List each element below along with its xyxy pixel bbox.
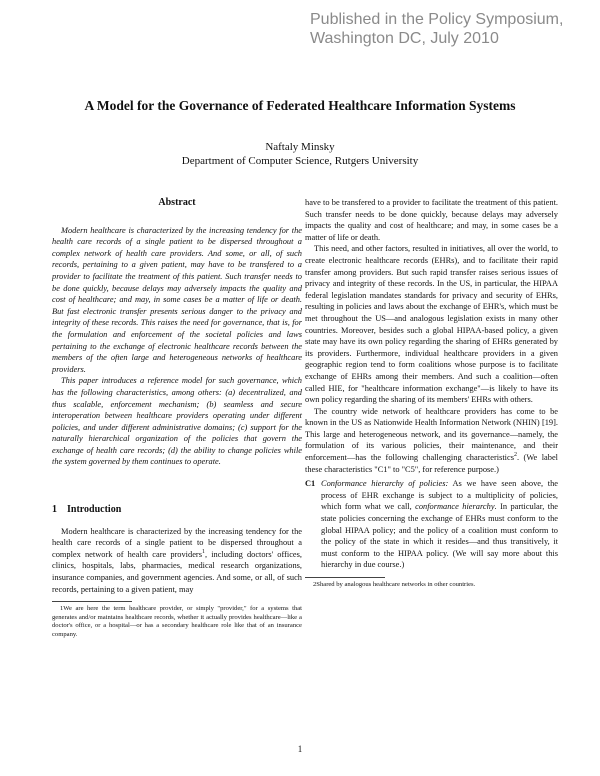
c1-text-b: . In particular, the state policies concerning the exchange of EHRs must conform to the global HIPAA policy; and the policy of a coalition must conform to the policy of the state in which it resides—and thus transitively, it must conform to the HIPAA policy. (We will say more about this hierarchy in due course.) — [321, 502, 558, 570]
abstract-heading: Abstract — [158, 197, 196, 208]
right-paragraph-2: This need, and other factors, resulted in initiatives, all over the world, to create electronic healthcare records (EHRs), and to facilitate their rapid transfer among providers. But such rapid transfer raises serious issues of privacy and integrity of these records. In the US, in particular, the HIPAA federal legislation mandates standards for privacy and security of EHRs, resulting in policies and laws about the exchange of EHR's, which must be met throughout the US—and analogous legislation exists in many other countries. Moreover, besides such a global HIPAA-based policy, a given state may have its own policy regarding the sharing of EHRs generated by its providers. Furthermore, individual healthcare providers in a given geographic region tend to form coalitions whose purpose is to facilitate exchange of EHRs among their members. And such a coalition—often called HIE, for "healthcare information exchange"—is likely to have its own policy regarding the sharing of its members' EHRs with others. — [305, 244, 558, 405]
c1-emphasis: conformance hierarchy — [415, 502, 495, 512]
author-affiliation: Department of Computer Science, Rutgers University — [181, 155, 419, 167]
footnote-mark-2: 2 — [513, 452, 517, 459]
intro-text-a: Modern healthcare is characterized by the increasing tendency for the health care records of a single patient to be dispersed throughout a complex network of health care providers — [52, 526, 302, 559]
author-block — [0, 140, 600, 168]
introduction-heading — [52, 504, 302, 516]
footnote-mark-1: 1 — [201, 549, 205, 556]
intro-text-b: , including doctors' offices, clinics, hospitals, labs, pharmacies, medical research organizations, insurance companies, and government agencies. And some, or all, of such records, pertaining to a given patient, may — [52, 549, 302, 594]
paper-title: A Model for the Governance of Federated Healthcare Information Systems — [84, 98, 516, 113]
footnote-rule-right — [305, 577, 385, 578]
right-column — [305, 197, 558, 590]
left-column — [52, 197, 302, 640]
c1-text — [321, 478, 558, 571]
right-paragraph-3 — [305, 406, 558, 476]
intro-paragraph-1 — [52, 526, 302, 596]
footnote-1: 1We are here the term healthcare provider, or simply "provider," for a systems that generates and/or maintains healthcare records, whether it actually provides healthcare—like a doctor's office, or a hospital—or has a secondary healthcare role like that of an insurance company. — [52, 605, 302, 638]
right-paragraph-1: have to be transfered to a provider to facilitate the treatment of this patient. Such transfer needs to be done quickly, because delays may adversely impacts the quality and cost of healthcare; and may, in some cases be a matter of life or death. — [305, 198, 558, 242]
characteristic-c1 — [305, 478, 558, 571]
stamp-line-1: Published in the Policy Symposium, — [310, 11, 564, 28]
c1-text-a: As we have seen above, the process of EHR exchange is subject to a multiplicity of policies, which form what we call, — [321, 479, 559, 512]
section-number: 1 — [52, 504, 57, 516]
abstract-section — [52, 197, 302, 468]
footnote-rule — [52, 601, 132, 602]
footnote-2: 2Shared by analogous healthcare networks in other countries. — [313, 581, 476, 588]
publication-stamp — [310, 10, 595, 48]
c1-title: Conformance hierarchy of policies: — [321, 479, 449, 489]
stamp-line-2: Washington DC, July 2010 — [310, 30, 499, 47]
c1-label: C1 — [305, 479, 316, 489]
right-p3-text-a: The country wide network of healthcare providers has come to be known in the US as Nationwide Health Information Network (NHIN) [19]. This large and heterogeneous network, and its governance—namely, the formulation of its various policies, their maintenance, and their enforcement—has the following challenging characteristics — [305, 406, 558, 463]
author-name: Naftaly Minsky — [265, 141, 335, 153]
abstract-paragraph-2: This paper introduces a reference model for such governance, which has the following characteristics, among others: (a) decentralized, and thus scalable, enforcement mechanism; (b) seamless and secure interoperation between healthcare providers operating under different policies, and under different administrative domains; (c) support for the naturally hierarchical organization of the policies that govern the exchange of health care records; (d) the ability to change policies while the system governed by them continues to operate. — [52, 376, 302, 467]
right-p3-text-b: . (We label these characteristics "C1" to "C5", for reference purpose.) — [305, 453, 559, 474]
page-number: 1 — [297, 744, 303, 754]
abstract-paragraph-1: Modern healthcare is characterized by the increasing tendency for the health care records of a single patient to be dispersed throughout a complex network of health care providers. And some, or all, of such records, pertaining to a given patient, may have to be transfered to a provider to facilitate the treatment of this patient. Such transfer needs to be done quickly, because delays may adversely impacts the quality and cost of healthcare; and may, in some cases be a matter of life or death. But fast electronic transfer presents serious danger to the privacy and integrity of these records. This raises the need for governance, that is, for the formulation and enforcement of the societal policies and laws pertaining to the exchange of electronic healthcare records between the members of the often large and heterogeneous networks of healthcare providers. — [52, 225, 302, 374]
section-title: Introduction — [67, 504, 122, 516]
